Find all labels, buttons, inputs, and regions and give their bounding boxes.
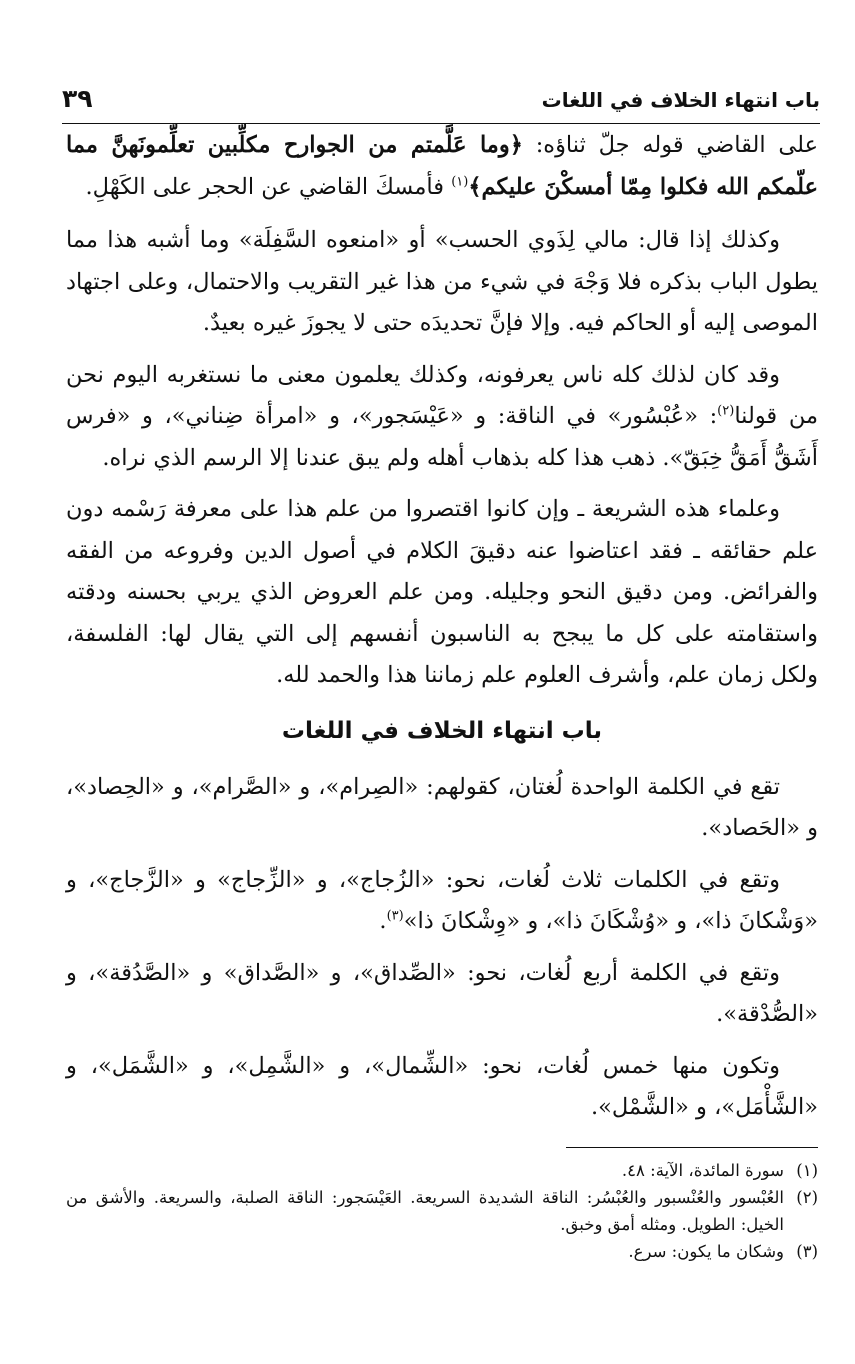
section-paragraph-1: تقع في الكلمة الواحدة لُغتان، كقولهم: «الصِرام»، و «الصَّرام»، و «الحِصاد»، و «الحَصاد». xyxy=(66,773,818,841)
section-paragraph-2-tail: . xyxy=(379,908,387,934)
footnote-ref-1[interactable]: (١) xyxy=(451,174,469,189)
footnote-rule xyxy=(566,1147,818,1148)
running-title: باب انتهاء الخلاف في اللغات xyxy=(541,88,820,112)
paragraph-2: وكذلك إذا قال: مالي لِذَوي الحسب» أو «امنعوه السَّفِلَة» وما أشبه هذا مما يطول الباب بذكره فلا وَجْهَ في شيء من هذا غير التقريب والاحتمال، وعلى اجتهاد الموصى إليه أو الحاكم فيه. وإلا فإنَّ تحديدَه حتى لا يجوزَ غيره بعيدٌ. xyxy=(66,227,818,336)
footnotes xyxy=(66,1157,818,1265)
main-text xyxy=(66,125,818,1139)
footnote-1 xyxy=(66,1157,818,1184)
paragraph-3-tail: : «عُبْسُور» في الناقة: و «عَيْسَجور»، و «امرأة ضِناني»، و «فرس أَشَقُّ أَمَقُّ خِبَقّ». ذهب هذا كله بذهاب أهله ولم يبق عندنا إلا الرسم الذي نراه. xyxy=(66,403,818,471)
paragraph-1 xyxy=(66,125,818,208)
footnote-3 xyxy=(66,1238,818,1265)
paragraph-4: وعلماء هذه الشريعة ـ وإن كانوا اقتصروا من علم هذا على معرفة رَسْمه دون علم حقائقه ـ فقد اعتاضوا عنه دقيقَ الكلام في أصول الدين وفروعه من الفقه والفرائض. ومن دقيق النحو وجليله. ومن علم العروض الذي يربي بحسنه ودقته واستقامته على كل ما يبجح به الناسبون أنفسهم إلى التي يقال لها: الفلسفة، ولكل زمان علم، وأشرف العلوم علم زماننا هذا والحمد لله. xyxy=(66,496,818,688)
page-number: ٣٩ xyxy=(62,84,93,113)
footnote-text: سورة المائدة، الآية: ٤٨. xyxy=(621,1161,784,1180)
section-paragraph-2-lead: وتقع في الكلمات ثلاث لُغات، نحو: «الزُجاج»، و «الزِّجاج» و «الزَّجاج»، و «وَشْكانَ ذا»، و «وُشْكَانَ ذا»، و «وِشْكانَ ذا» xyxy=(66,866,818,934)
footnote-ref-3[interactable]: (٣) xyxy=(386,908,404,924)
paragraph-1-tail: فأمسكَ القاضي عن الحجر على الكَهْلِ. xyxy=(85,173,452,200)
footnote-number: (٢) xyxy=(796,1188,818,1207)
header-rule xyxy=(62,123,820,124)
section-paragraph-2 xyxy=(66,860,818,943)
section-title: باب انتهاء الخلاف في اللغات xyxy=(281,717,603,744)
page-header xyxy=(62,84,820,124)
section-paragraph-3: وتقع في الكلمة أربع لُغات، نحو: «الصِّداق»، و «الصَّداق» و «الصَّدُقة»، و «الصُّدْقة». xyxy=(66,959,818,1027)
footnote-2 xyxy=(66,1184,818,1238)
paragraph-3 xyxy=(66,355,818,480)
footnote-number: (٣) xyxy=(796,1242,818,1261)
footnote-text: العُبْسور والعُنْسبور والعُبْسُر: الناقة الشديدة السريعة. العَيْسَجور: الناقة الصلبة، والسريعة. والأشق من الخيل: الطويل. ومثله أمق وخبق. xyxy=(66,1188,784,1234)
footnote-ref-2[interactable]: (٢) xyxy=(717,403,735,419)
section-paragraph-4: وتكون منها خمس لُغات، نحو: «الشِّمال»، و «الشَّمِل»، و «الشَّمَل»، و «الشَّأْمَل»، و «الشَّمْل». xyxy=(66,1052,818,1120)
footnote-number: (١) xyxy=(796,1161,818,1180)
quran-verse: ﴿وما عَلَّمتم من الجوارح مكلِّبين تعلِّمونَهنَّ مما علّمكم الله فكلوا مِمّا أمسكْنَ عليكم﴾ xyxy=(66,132,818,200)
paragraph-3-lead: وقد كان لذلك كله ناس يعرفونه، وكذلك يعلمون معنى ما نستغربه اليوم نحن من قولنا xyxy=(66,361,818,429)
paragraph-1-lead: على القاضي قوله جلّ ثناؤه: xyxy=(522,132,819,158)
footnote-text: وشكان ما يكون: سرع. xyxy=(628,1242,784,1261)
